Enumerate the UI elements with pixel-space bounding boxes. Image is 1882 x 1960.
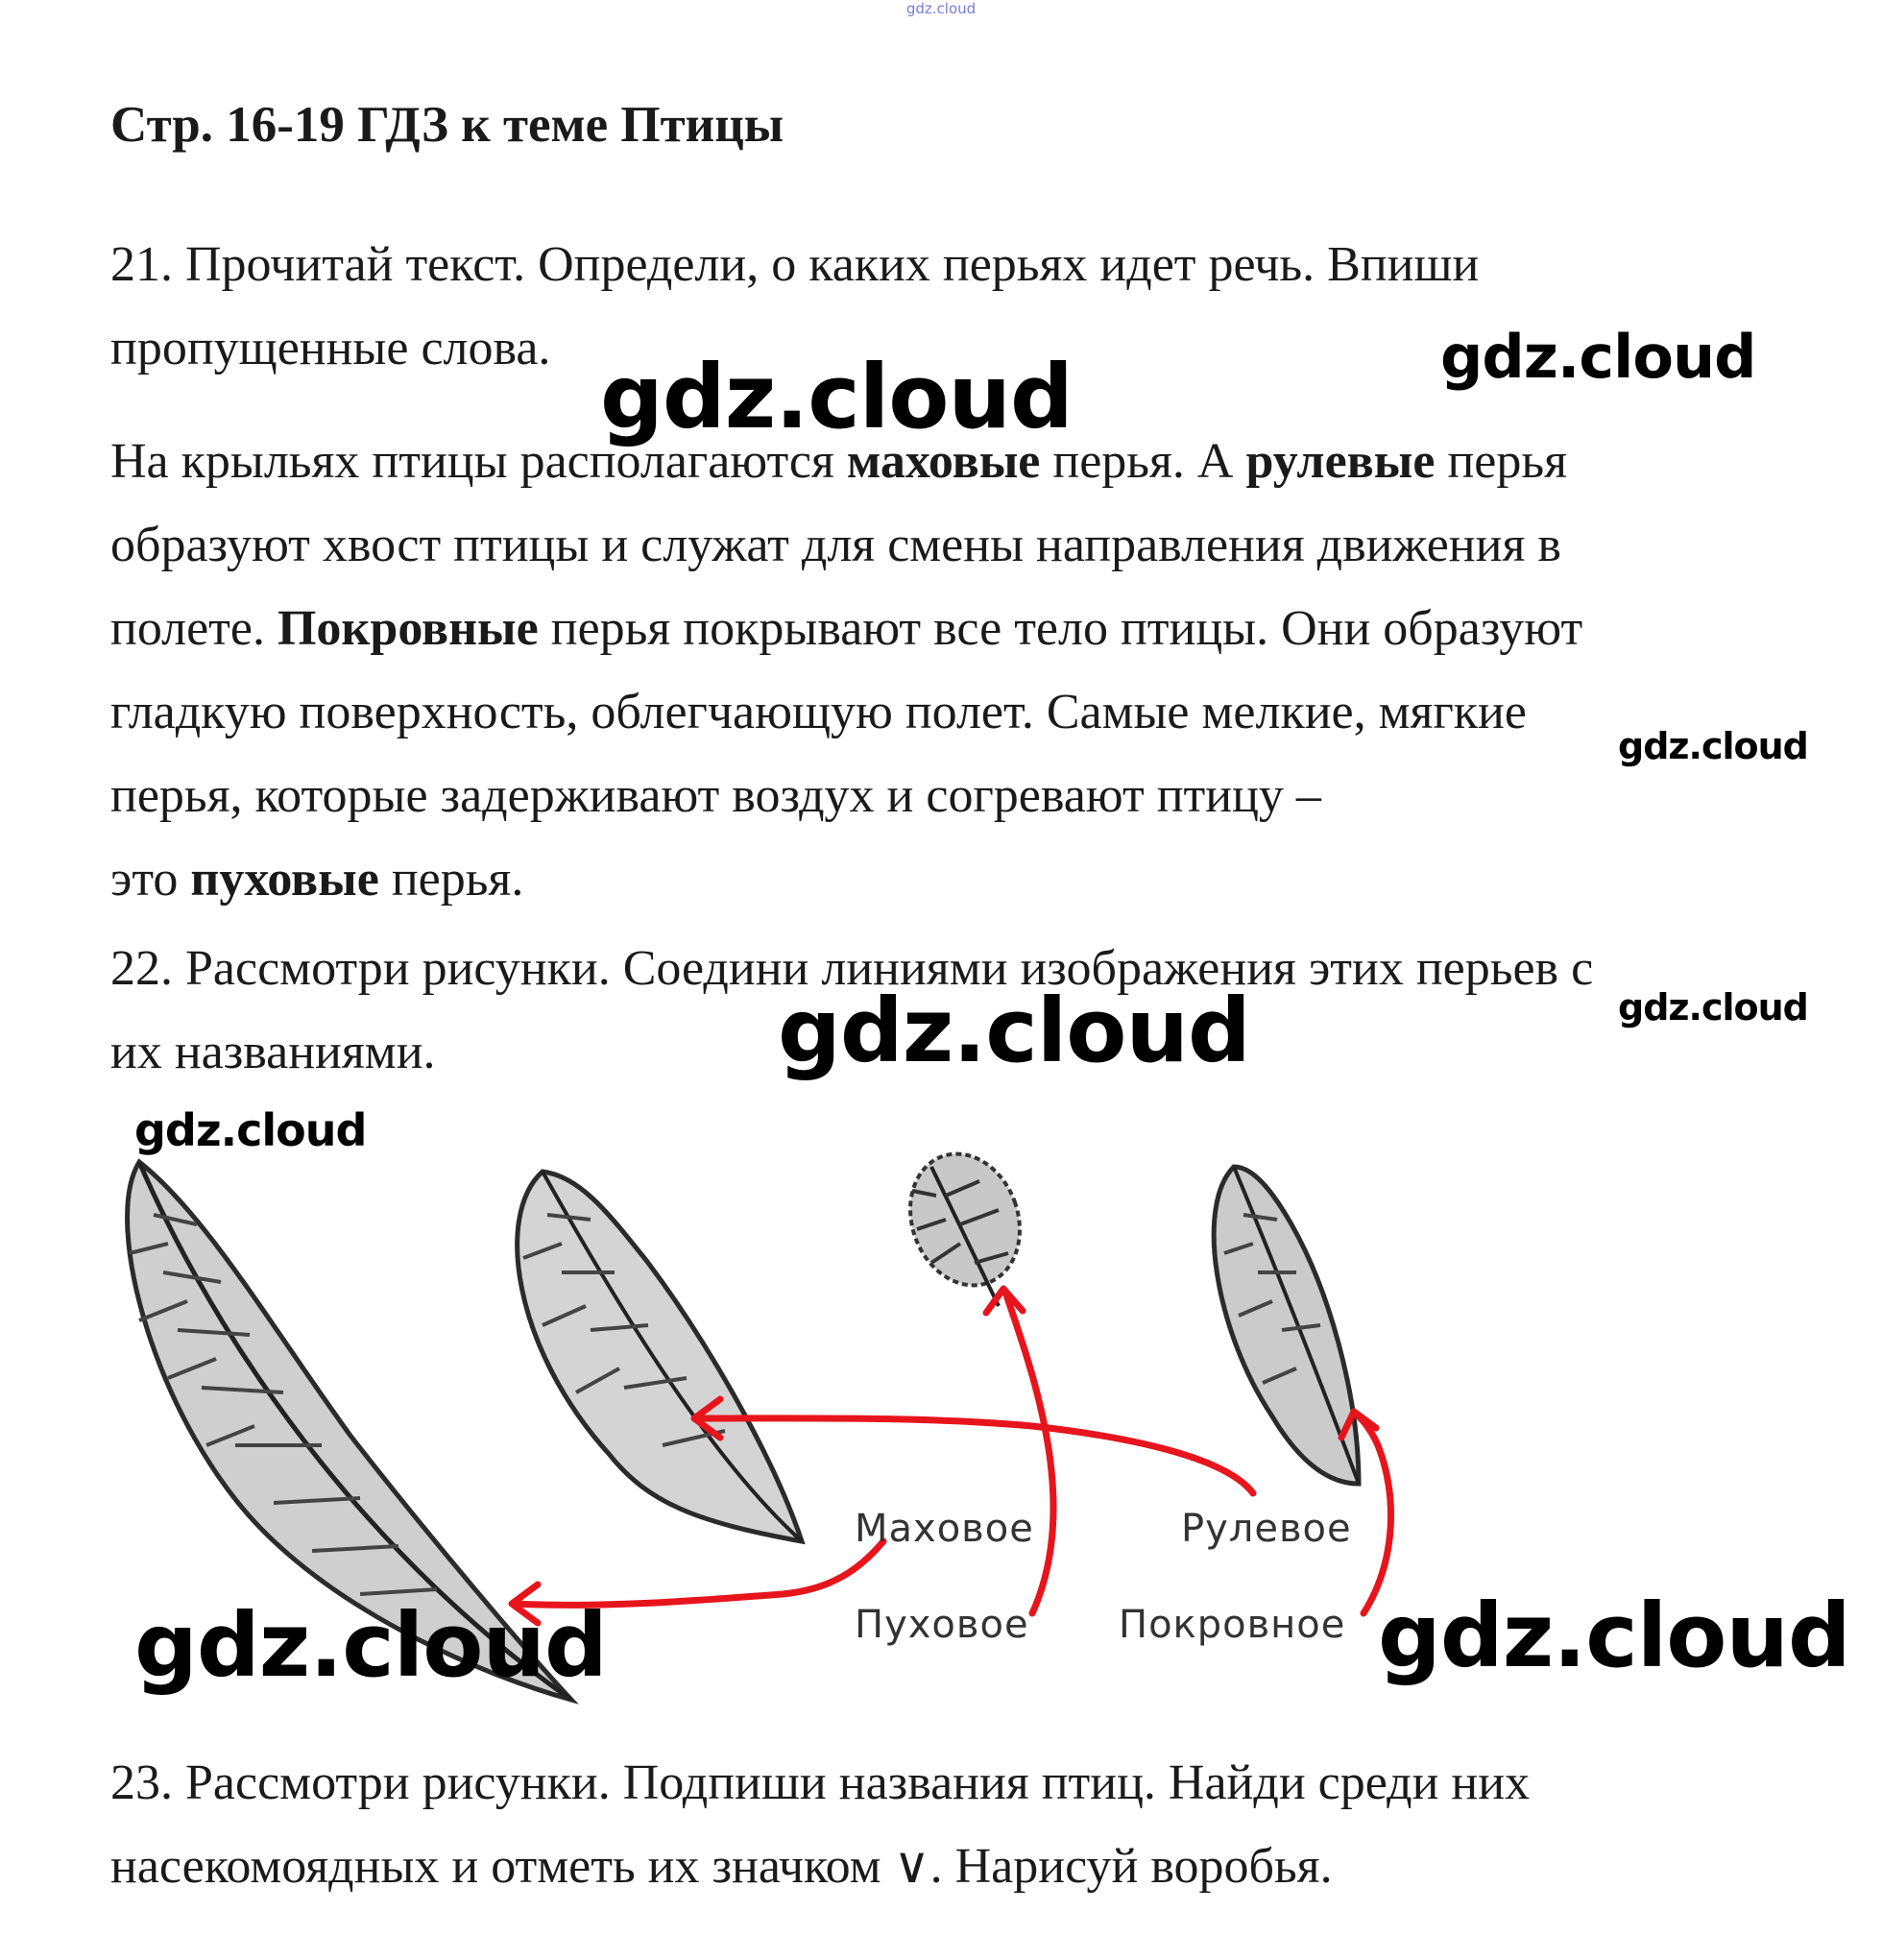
label-tail-feather: Рулевое: [1181, 1507, 1352, 1551]
contour-feather-icon: [518, 1172, 802, 1541]
answer-word-flight: маховые: [846, 434, 1041, 489]
answer-line-6: это пуховые перья.: [110, 852, 524, 907]
watermark: gdz.cloud: [1618, 725, 1808, 767]
answer-word-contour: Покровные: [277, 601, 539, 656]
watermark: gdz.cloud: [134, 1594, 607, 1697]
question-23-line-2: насекомоядных и отметь их значком ∨. Нарисуй воробья.: [110, 1839, 1333, 1894]
watermark: gdz.cloud: [600, 346, 1073, 448]
answer-line-3: полете. Покровные перья покрывают все тело птицы. Они образуют: [110, 601, 1583, 656]
answer-line-1: На крыльях птицы располагаются маховые перья. А рулевые перья: [110, 434, 1567, 489]
question-23-line-1: 23. Рассмотри рисунки. Подпиши названия птиц. Найди среди них: [110, 1755, 1531, 1810]
answer-text-21: [110, 420, 1582, 921]
watermark: gdz.cloud: [1618, 986, 1808, 1028]
label-flight-feather: Маховое: [855, 1507, 1034, 1551]
top-watermark: gdz.cloud: [905, 0, 977, 17]
answer-line-2: образуют хвост птицы и служат для смены направления движения в: [110, 518, 1561, 572]
watermark: gdz.cloud: [1440, 322, 1756, 392]
answer-line-5: перья, которые задерживают воздух и согревают птицу –: [110, 768, 1321, 823]
question-21-line-1: 21. Прочитай текст. Определи, о каких перьях идет речь. Впиши: [110, 237, 1480, 292]
answer-line-4: гладкую поверхность, облегчающую полет. Самые мелкие, мягкие: [110, 685, 1527, 739]
question-22-line-2: их названиями.: [110, 1025, 436, 1079]
answer-word-tail: рулевые: [1245, 434, 1436, 489]
tail-feather-icon: [1214, 1167, 1359, 1484]
label-contour-feather: Покровное: [1119, 1603, 1346, 1647]
question-22-line-1: 22. Рассмотри рисунки. Соедини линиями изображения этих перьев с: [110, 941, 1594, 996]
watermark: gdz.cloud: [1378, 1585, 1850, 1687]
down-feather-icon: [892, 1138, 1037, 1306]
question-23: [110, 1741, 1530, 1908]
watermark: gdz.cloud: [778, 980, 1250, 1082]
question-21-line-2: пропущенные слова.: [110, 321, 551, 375]
watermark: gdz.cloud: [134, 1104, 367, 1156]
page-title: Стр. 16-19 ГДЗ к теме Птицы: [110, 97, 784, 153]
label-down-feather: Пуховое: [855, 1603, 1029, 1647]
answer-word-down: пуховые: [190, 852, 379, 907]
